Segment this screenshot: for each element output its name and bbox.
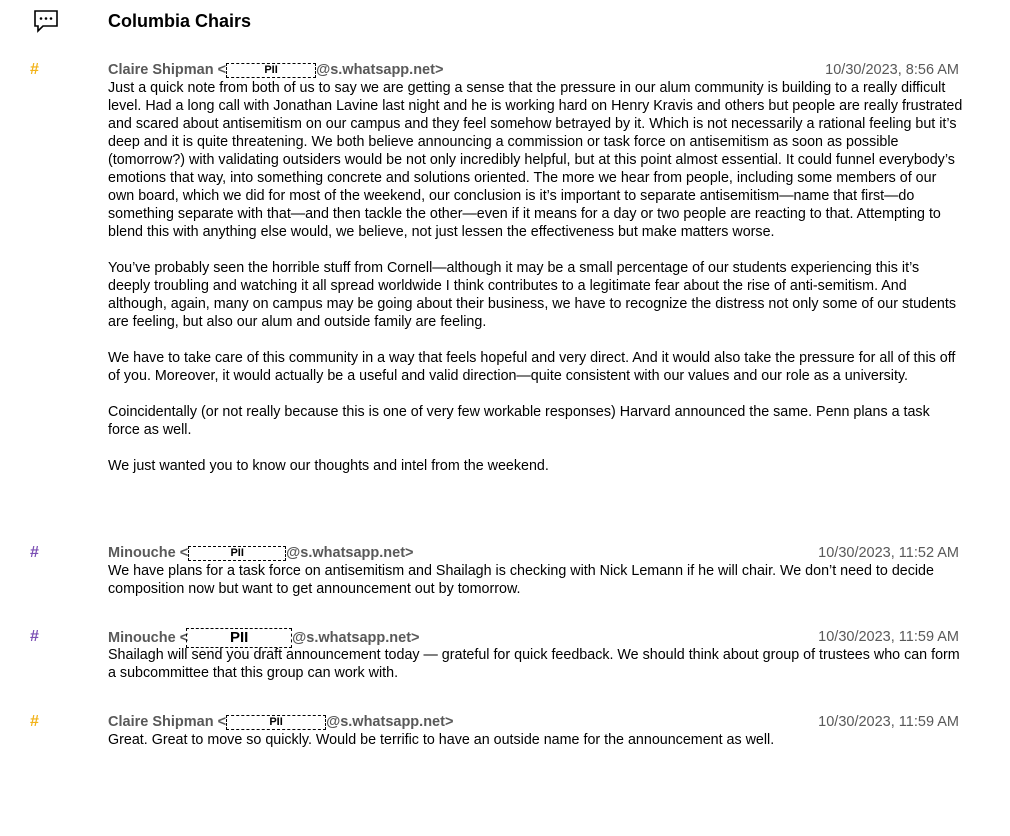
message-paragraph: We have plans for a task force on antisemitism and Shailagh is checking with Nick Lemann if he will chair. We don’t need to decide composition now but want to get announcement out by tomorrow. — [108, 563, 934, 597]
message-paragraph: Shailagh will send you draft announcement today — grateful for quick feedback. We should think about group of trustees who can form a subcommittee that this group can work with. — [108, 647, 960, 681]
message-sender — [108, 61, 443, 79]
message-timestamp: 10/30/2023, 8:56 AM — [825, 62, 959, 78]
hash-icon: # — [30, 61, 39, 78]
sender-name: Minouche < — [108, 545, 189, 561]
sender-domain: @s.whatsapp.net> — [286, 545, 414, 561]
message-sender — [108, 628, 420, 648]
message-paragraph: Great. Great to move so quickly. Would be terrific to have an outside name for the announcement as well. — [108, 732, 775, 748]
message-body — [108, 79, 963, 475]
message-paragraph: We just wanted you to know our thoughts and intel from the weekend. — [108, 458, 549, 474]
pii-redaction: PII — [226, 715, 326, 730]
sender-domain: @s.whatsapp.net> — [292, 629, 420, 646]
message-body — [108, 562, 963, 598]
chat-title: Columbia Chairs — [108, 11, 252, 31]
hash-icon: # — [30, 713, 39, 730]
chat-bubble-icon — [33, 9, 59, 33]
message-timestamp: 10/30/2023, 11:52 AM — [818, 545, 959, 561]
message-paragraph: You’ve probably seen the horrible stuff from Cornell—although it may be a small percentage of our students experiencing this it’s deeply troubling and watching it all spread worldwide I think contributes to a legitimate fear about the rise of anti-semitism. And although, again, many on campus may be going about their business, we have to recognize the distress not only some of our students are feeling, but also our alum and outside family are feeling. — [108, 260, 956, 330]
sender-name: Claire Shipman < — [108, 62, 227, 78]
pii-redaction: PII — [188, 546, 286, 561]
message-paragraph: Just a quick note from both of us to say we are getting a sense that the pressure in our alum community is building to a really difficult level. Had a long call with Jonathan Lavine last night and he is working hard on Henry Kravis and others but people are really frustrated and scared about antisemitism on our campus and they feel somehow betrayed by it. Which is not necessarily a rational feeling but it’s deep and it is quite threatening. We both believe announcing a commission or task force on antisemitism as soon as possible (tomorrow?) with validating outsiders would be not only incredibly helpful, but at this point almost essential. It could funnel everybody’s emotions that way, into something concrete and solutions oriented. The more we hear from people, including some members of our own board, which we did for most of the weekend, our conclusion is it’s important to separate antisemitism—name that first—do something separate with that—and then tackle the other—even if it means for a day or two people are reacting to that. Attempting to blend this with anything else would, we believe, not just lessen the effectiveness but make matters worse. — [108, 80, 963, 240]
hash-icon: # — [30, 628, 39, 645]
sender-domain: @s.whatsapp.net> — [326, 714, 454, 730]
hash-icon: # — [30, 544, 39, 561]
message-sender — [108, 713, 453, 731]
message-sender — [108, 544, 414, 562]
message-timestamp: 10/30/2023, 11:59 AM — [818, 629, 959, 645]
sender-domain: @s.whatsapp.net> — [316, 62, 444, 78]
message-body — [108, 731, 963, 749]
sender-name: Minouche < — [108, 629, 189, 646]
message-paragraph: We have to take care of this community in a way that feels hopeful and very direct. And it would also take the pressure for all of this off of you. Moreover, it would actually be a useful and valid direction—quite consistent with our values and our role as a university. — [108, 350, 956, 384]
pii-redaction: PII — [226, 63, 316, 78]
message-body — [108, 646, 963, 682]
pii-redaction: PII — [186, 628, 292, 648]
sender-name: Claire Shipman < — [108, 714, 227, 730]
message-paragraph: Coincidentally (or not really because this is one of very few workable responses) Harvard announced the same. Penn plans a task force as well. — [108, 404, 930, 438]
message-timestamp: 10/30/2023, 11:59 AM — [818, 714, 959, 730]
